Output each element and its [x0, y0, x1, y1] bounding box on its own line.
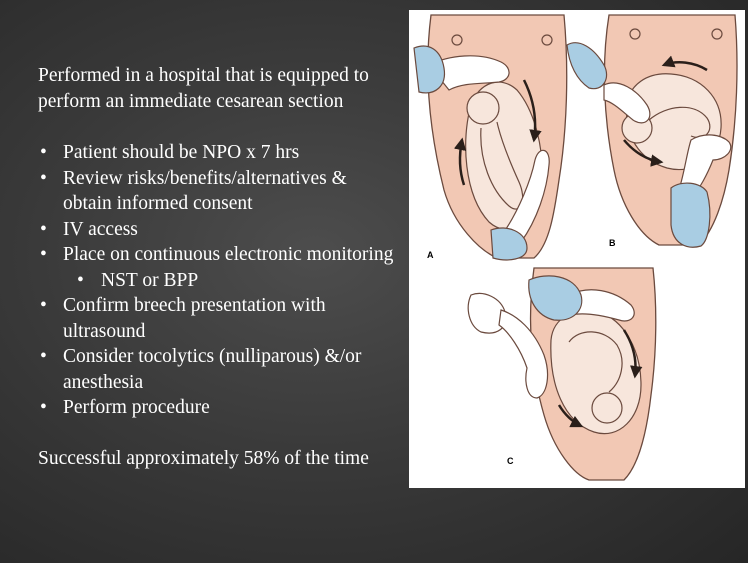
bullet-text: Consider tocolytics (nulliparous) &/or anesthesia [63, 346, 362, 393]
bullet-glyph: • [77, 269, 84, 291]
bullet-text: Confirm breech presentation with ultrasound [63, 295, 326, 342]
bullet-glyph: • [40, 295, 47, 316]
external-cephalic-version-illustration [409, 10, 745, 488]
bullet-text: IV access [63, 218, 138, 240]
bullet-glyph: • [40, 244, 47, 265]
illustration-svg [409, 10, 745, 488]
panel-b-drawing [567, 15, 737, 247]
slide-text [38, 63, 398, 471]
panel-label-c: C [507, 456, 514, 466]
bullet-glyph: • [40, 142, 47, 163]
procedure-steps-list [38, 140, 398, 421]
bullet-glyph: • [40, 218, 47, 240]
bullet-text: Patient should be NPO x 7 hrs [63, 142, 300, 163]
bullet-item [38, 293, 398, 344]
sub-bullet-text: NST or BPP [101, 269, 199, 291]
bullet-text: Perform procedure [63, 397, 210, 418]
bullet-glyph: • [40, 167, 47, 189]
sub-bullet-item [63, 268, 398, 294]
bullet-item [38, 344, 398, 395]
lower-cuff-b [671, 183, 710, 247]
panel-label-a: A [427, 250, 434, 260]
panel-label-b: B [609, 238, 616, 248]
bullet-item [38, 166, 398, 217]
panel-c-drawing [468, 268, 656, 480]
bullet-glyph: • [40, 346, 47, 367]
upper-cuff-b [567, 43, 607, 89]
bullet-text: Review risks/benefits/alternatives & obtain informed consent [63, 167, 347, 214]
fetal-head-a [467, 92, 499, 124]
intro-text: Performed in a hospital that is equipped to perform an immediate cesarean section [38, 65, 369, 112]
bullet-item [38, 242, 398, 293]
sub-bullet-list [63, 268, 398, 294]
bullet-item [38, 140, 398, 166]
bullet-item [38, 395, 398, 421]
bullet-text: Place on continuous electronic monitoring [63, 244, 394, 265]
bullet-item [38, 217, 398, 243]
fetal-head-c [592, 393, 622, 423]
success-rate-text: Successful approximately 58% of the time [38, 447, 369, 469]
panel-a-drawing [414, 15, 567, 260]
bullet-glyph: • [40, 397, 47, 418]
